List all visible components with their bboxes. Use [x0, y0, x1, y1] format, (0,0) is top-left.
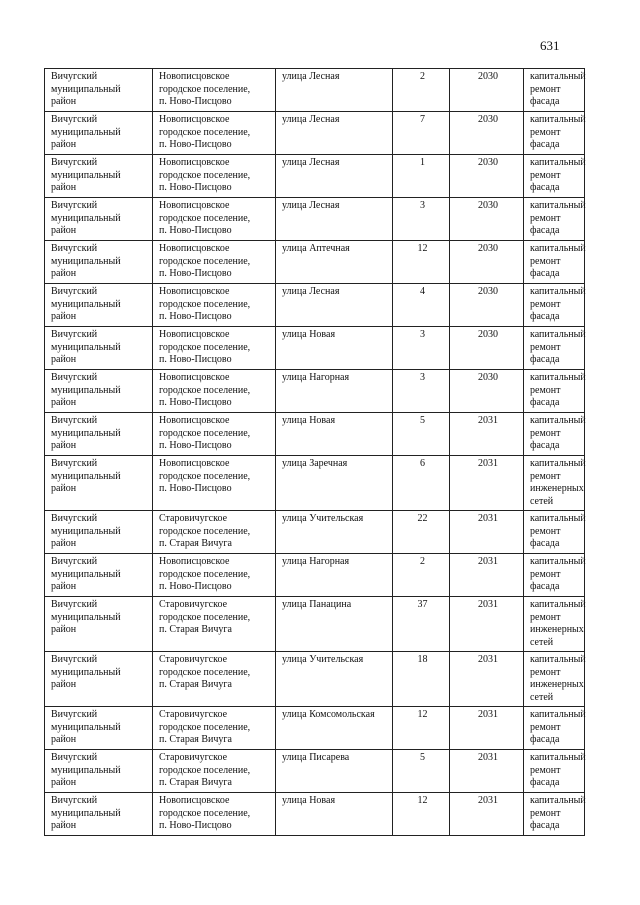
year-cell: [450, 511, 524, 554]
work-type-cell-text: капитальный ремонт фасада: [530, 114, 586, 150]
year-cell-text: 2030: [478, 200, 498, 211]
house-number-cell-text: 5: [420, 415, 425, 426]
work-type-cell-text: капитальный ремонт фасада: [530, 200, 586, 236]
settlement-cell-text: Новописцовское городское поселение, п. Ново-Писцово: [159, 114, 251, 150]
work-type-cell-text: капитальный ремонт инженерных сетей: [530, 654, 586, 703]
year-cell: [450, 69, 524, 112]
year-cell: [450, 554, 524, 597]
work-type-cell-text: капитальный ремонт фасада: [530, 286, 586, 322]
district-cell: [45, 284, 153, 327]
settlement-cell: [153, 284, 276, 327]
house-number-cell-text: 6: [420, 458, 425, 469]
district-cell: [45, 112, 153, 155]
settlement-cell-text: Новописцовское городское поселение, п. Ново-Писцово: [159, 200, 251, 236]
street-cell: [276, 793, 393, 836]
year-cell: [450, 112, 524, 155]
work-type-cell: [524, 327, 585, 370]
settlement-cell-text: Новописцовское городское поселение, п. Ново-Писцово: [159, 795, 251, 831]
district-cell: [45, 652, 153, 707]
house-number-cell-text: 12: [417, 709, 428, 720]
table-row: [45, 413, 585, 456]
work-type-cell-text: капитальный ремонт фасада: [530, 71, 586, 107]
house-number-cell: [393, 456, 450, 511]
house-number-cell: [393, 597, 450, 652]
year-cell: [450, 155, 524, 198]
house-number-cell: [393, 155, 450, 198]
district-cell-text: Вичугский муниципальный район: [51, 415, 121, 451]
district-cell-text: Вичугский муниципальный район: [51, 286, 121, 322]
settlement-cell: [153, 413, 276, 456]
house-number-cell: [393, 198, 450, 241]
street-cell: [276, 511, 393, 554]
settlement-cell: [153, 370, 276, 413]
district-cell-text: Вичугский муниципальный район: [51, 654, 121, 690]
house-number-cell-text: 12: [417, 243, 428, 254]
house-number-cell-text: 3: [420, 372, 425, 383]
settlement-cell: [153, 327, 276, 370]
district-cell: [45, 554, 153, 597]
table-row: [45, 456, 585, 511]
work-type-cell: [524, 413, 585, 456]
district-cell: [45, 456, 153, 511]
settlement-cell: [153, 112, 276, 155]
year-cell-text: 2031: [478, 709, 498, 720]
house-number-cell-text: 2: [420, 71, 425, 82]
house-number-cell-text: 5: [420, 752, 425, 763]
settlement-cell: [153, 750, 276, 793]
year-cell-text: 2031: [478, 795, 498, 806]
work-type-cell: [524, 652, 585, 707]
settlement-cell: [153, 707, 276, 750]
street-cell-text: улица Нагорная: [282, 556, 350, 567]
work-type-cell: [524, 511, 585, 554]
year-cell: [450, 456, 524, 511]
table-row: [45, 750, 585, 793]
page-number: 631: [540, 38, 560, 53]
house-number-cell: [393, 413, 450, 456]
year-cell-text: 2031: [478, 599, 498, 610]
district-cell: [45, 198, 153, 241]
street-cell: [276, 155, 393, 198]
work-type-cell-text: капитальный ремонт фасада: [530, 795, 586, 831]
table-row: [45, 155, 585, 198]
house-number-cell-text: 37: [417, 599, 428, 610]
settlement-cell-text: Новописцовское городское поселение, п. Ново-Писцово: [159, 286, 251, 322]
district-cell: [45, 793, 153, 836]
settlement-cell-text: Старовичугское городское поселение, п. Старая Вичуга: [159, 513, 251, 549]
work-type-cell-text: капитальный ремонт фасада: [530, 556, 586, 592]
year-cell: [450, 198, 524, 241]
district-cell-text: Вичугский муниципальный район: [51, 114, 121, 150]
work-type-cell-text: капитальный ремонт инженерных сетей: [530, 458, 586, 507]
district-cell-text: Вичугский муниципальный район: [51, 71, 121, 107]
year-cell-text: 2031: [478, 513, 498, 524]
settlement-cell-text: Новописцовское городское поселение, п. Ново-Писцово: [159, 329, 251, 365]
street-cell-text: улица Нагорная: [282, 372, 350, 383]
house-number-cell-text: 3: [420, 329, 425, 340]
year-cell: [450, 750, 524, 793]
street-cell: [276, 652, 393, 707]
settlement-cell: [153, 652, 276, 707]
year-cell-text: 2030: [478, 243, 498, 254]
work-type-cell: [524, 750, 585, 793]
street-cell: [276, 597, 393, 652]
settlement-cell-text: Старовичугское городское поселение, п. Старая Вичуга: [159, 709, 251, 745]
repair-schedule-table: [44, 68, 585, 836]
table-row: [45, 597, 585, 652]
year-cell: [450, 241, 524, 284]
street-cell-text: улица Учительская: [282, 654, 364, 665]
house-number-cell: [393, 284, 450, 327]
district-cell: [45, 413, 153, 456]
work-type-cell-text: капитальный ремонт инженерных сетей: [530, 599, 586, 648]
settlement-cell-text: Новописцовское городское поселение, п. Ново-Писцово: [159, 243, 251, 279]
street-cell-text: улица Новая: [282, 415, 336, 426]
house-number-cell-text: 12: [417, 795, 428, 806]
district-cell-text: Вичугский муниципальный район: [51, 599, 121, 635]
district-cell-text: Вичугский муниципальный район: [51, 556, 121, 592]
table-row: [45, 284, 585, 327]
house-number-cell: [393, 112, 450, 155]
settlement-cell-text: Старовичугское городское поселение, п. Старая Вичуга: [159, 599, 251, 635]
work-type-cell: [524, 198, 585, 241]
settlement-cell: [153, 793, 276, 836]
settlement-cell: [153, 241, 276, 284]
work-type-cell: [524, 793, 585, 836]
district-cell: [45, 155, 153, 198]
table-body: [45, 69, 585, 836]
work-type-cell: [524, 707, 585, 750]
house-number-cell: [393, 69, 450, 112]
table-row: [45, 69, 585, 112]
work-type-cell-text: капитальный ремонт фасада: [530, 709, 586, 745]
district-cell-text: Вичугский муниципальный район: [51, 200, 121, 236]
table-row: [45, 652, 585, 707]
year-cell: [450, 413, 524, 456]
house-number-cell: [393, 707, 450, 750]
street-cell-text: улица Писарева: [282, 752, 350, 763]
settlement-cell: [153, 69, 276, 112]
street-cell-text: улица Лесная: [282, 157, 340, 168]
district-cell: [45, 327, 153, 370]
district-cell: [45, 750, 153, 793]
house-number-cell-text: 3: [420, 200, 425, 211]
settlement-cell: [153, 155, 276, 198]
house-number-cell: [393, 241, 450, 284]
settlement-cell: [153, 456, 276, 511]
table-row: [45, 112, 585, 155]
district-cell: [45, 511, 153, 554]
house-number-cell: [393, 750, 450, 793]
house-number-cell: [393, 652, 450, 707]
street-cell-text: улица Лесная: [282, 71, 340, 82]
district-cell-text: Вичугский муниципальный район: [51, 709, 121, 745]
district-cell: [45, 241, 153, 284]
house-number-cell-text: 7: [420, 114, 425, 125]
work-type-cell-text: капитальный ремонт фасада: [530, 372, 586, 408]
district-cell-text: Вичугский муниципальный район: [51, 513, 121, 549]
house-number-cell: [393, 370, 450, 413]
work-type-cell: [524, 155, 585, 198]
settlement-cell-text: Новописцовское городское поселение, п. Ново-Писцово: [159, 556, 251, 592]
year-cell: [450, 284, 524, 327]
year-cell-text: 2031: [478, 556, 498, 567]
house-number-cell-text: 2: [420, 556, 425, 567]
street-cell-text: улица Аптечная: [282, 243, 350, 254]
district-cell-text: Вичугский муниципальный район: [51, 329, 121, 365]
street-cell-text: улица Новая: [282, 329, 336, 340]
house-number-cell: [393, 554, 450, 597]
street-cell: [276, 554, 393, 597]
settlement-cell-text: Новописцовское городское поселение, п. Ново-Писцово: [159, 372, 251, 408]
year-cell-text: 2030: [478, 157, 498, 168]
district-cell: [45, 69, 153, 112]
work-type-cell-text: капитальный ремонт фасада: [530, 415, 586, 451]
house-number-cell: [393, 511, 450, 554]
year-cell-text: 2030: [478, 71, 498, 82]
year-cell: [450, 793, 524, 836]
house-number-cell-text: 18: [417, 654, 428, 665]
work-type-cell: [524, 112, 585, 155]
district-cell-text: Вичугский муниципальный район: [51, 372, 121, 408]
street-cell-text: улица Лесная: [282, 114, 340, 125]
table-row: [45, 511, 585, 554]
table-row: [45, 198, 585, 241]
settlement-cell: [153, 554, 276, 597]
district-cell: [45, 370, 153, 413]
street-cell-text: улица Комсомольская: [282, 709, 375, 720]
district-cell-text: Вичугский муниципальный район: [51, 752, 121, 788]
work-type-cell-text: капитальный ремонт фасада: [530, 752, 586, 788]
settlement-cell: [153, 511, 276, 554]
work-type-cell: [524, 456, 585, 511]
street-cell: [276, 198, 393, 241]
work-type-cell-text: капитальный ремонт фасада: [530, 243, 586, 279]
year-cell: [450, 707, 524, 750]
work-type-cell: [524, 554, 585, 597]
house-number-cell-text: 1: [420, 157, 425, 168]
work-type-cell-text: капитальный ремонт фасада: [530, 157, 586, 193]
year-cell: [450, 370, 524, 413]
year-cell-text: 2031: [478, 654, 498, 665]
year-cell-text: 2030: [478, 372, 498, 383]
house-number-cell-text: 4: [420, 286, 425, 297]
year-cell: [450, 652, 524, 707]
work-type-cell-text: капитальный ремонт фасада: [530, 329, 586, 365]
street-cell: [276, 284, 393, 327]
street-cell-text: улица Лесная: [282, 200, 340, 211]
district-cell: [45, 597, 153, 652]
work-type-cell: [524, 69, 585, 112]
settlement-cell-text: Новописцовское городское поселение, п. Ново-Писцово: [159, 415, 251, 451]
street-cell: [276, 413, 393, 456]
work-type-cell: [524, 597, 585, 652]
settlement-cell-text: Старовичугское городское поселение, п. Старая Вичуга: [159, 654, 251, 690]
table-row: [45, 793, 585, 836]
street-cell-text: улица Новая: [282, 795, 336, 806]
street-cell: [276, 69, 393, 112]
table-row: [45, 370, 585, 413]
street-cell-text: улица Панацина: [282, 599, 352, 610]
year-cell-text: 2031: [478, 415, 498, 426]
settlement-cell-text: Новописцовское городское поселение, п. Ново-Писцово: [159, 157, 251, 193]
street-cell-text: улица Лесная: [282, 286, 340, 297]
street-cell-text: улица Учительская: [282, 513, 364, 524]
house-number-cell: [393, 327, 450, 370]
street-cell: [276, 707, 393, 750]
settlement-cell: [153, 198, 276, 241]
settlement-cell: [153, 597, 276, 652]
year-cell-text: 2031: [478, 752, 498, 763]
street-cell: [276, 327, 393, 370]
work-type-cell: [524, 241, 585, 284]
street-cell: [276, 456, 393, 511]
district-cell-text: Вичугский муниципальный район: [51, 243, 121, 279]
street-cell: [276, 241, 393, 284]
street-cell: [276, 370, 393, 413]
house-number-cell-text: 22: [417, 513, 428, 524]
settlement-cell-text: Новописцовское городское поселение, п. Ново-Писцово: [159, 458, 251, 494]
district-cell-text: Вичугский муниципальный район: [51, 795, 121, 831]
table-row: [45, 707, 585, 750]
year-cell-text: 2030: [478, 329, 498, 340]
street-cell: [276, 112, 393, 155]
year-cell-text: 2031: [478, 458, 498, 469]
district-cell: [45, 707, 153, 750]
year-cell: [450, 597, 524, 652]
work-type-cell: [524, 370, 585, 413]
district-cell-text: Вичугский муниципальный район: [51, 157, 121, 193]
settlement-cell-text: Старовичугское городское поселение, п. Старая Вичуга: [159, 752, 251, 788]
table-row: [45, 241, 585, 284]
table-row: [45, 327, 585, 370]
street-cell: [276, 750, 393, 793]
work-type-cell: [524, 284, 585, 327]
year-cell-text: 2030: [478, 286, 498, 297]
district-cell-text: Вичугский муниципальный район: [51, 458, 121, 494]
house-number-cell: [393, 793, 450, 836]
work-type-cell-text: капитальный ремонт фасада: [530, 513, 586, 549]
settlement-cell-text: Новописцовское городское поселение, п. Ново-Писцово: [159, 71, 251, 107]
table-row: [45, 554, 585, 597]
year-cell-text: 2030: [478, 114, 498, 125]
year-cell: [450, 327, 524, 370]
street-cell-text: улица Заречная: [282, 458, 348, 469]
